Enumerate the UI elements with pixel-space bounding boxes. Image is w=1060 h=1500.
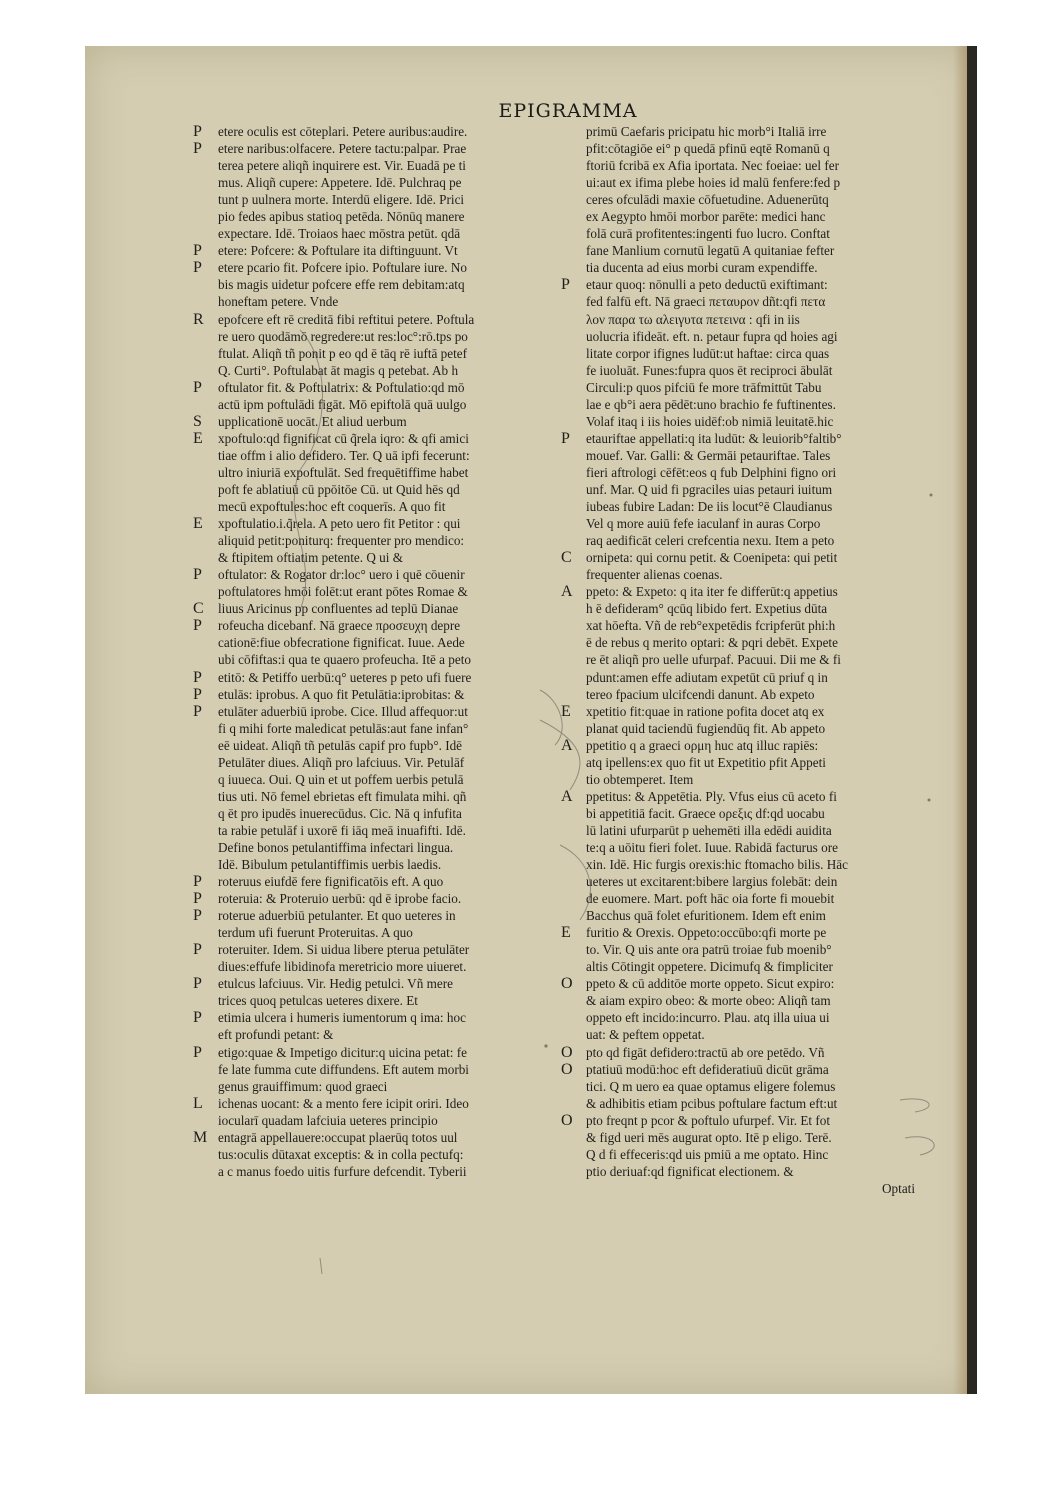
line-text: lū latini ufurparūt p uehemēti illa edēdi auidita <box>586 822 832 838</box>
line-text: etere naribus:olfacere. Petere tactu:palpar. Prae <box>218 141 467 157</box>
line-text: lae e qb°i aera pēdēt:uno brachio fe fuftinentes. <box>586 396 836 412</box>
initial-letter: O <box>561 1043 573 1061</box>
line-text: re uero quodāmō regredere:ut res:loc°:rō.tps po <box>218 328 468 344</box>
text-line <box>193 617 555 634</box>
text-line <box>561 958 919 975</box>
right-column <box>561 123 919 1197</box>
text-line <box>193 259 555 276</box>
line-text: etulcus lafciuus. Vir. Hedig petulci. Vñ mere <box>218 976 453 992</box>
line-text: iocularī quadam lafciuia ueteres principio <box>218 1112 438 1128</box>
text-line <box>561 566 919 583</box>
text-line <box>193 805 555 822</box>
line-text: roteruiter. Idem. Si uidua libere pterua petulāter <box>218 942 470 958</box>
line-text: ubi cōfiftas:i qua te quaero profeucha. Itē a peto <box>218 652 472 668</box>
text-line <box>561 174 919 191</box>
text-line <box>193 651 555 668</box>
text-line <box>193 822 555 839</box>
text-line <box>561 498 919 515</box>
line-text: etaur quoq: nōnulli a peto deductū exiftimant: <box>586 277 828 293</box>
line-text: expectare. Idē. Troiaos haec mōstra petūt. qdā <box>218 226 461 242</box>
text-line <box>193 447 555 464</box>
line-text: ueteres ut excitarent:bibere largius folebāt: dein <box>586 874 838 890</box>
text-line <box>561 1112 919 1129</box>
text-line <box>193 737 555 754</box>
line-text: ultro iniuriā expoftulāt. Sed frequētiffime habet <box>218 464 469 480</box>
text-line <box>561 396 919 413</box>
text-line <box>561 754 919 771</box>
line-text: etere oculis est cōteplari. Petere auribus:audire. <box>218 124 468 139</box>
line-text: etauriftae appellati:q ita ludūt: & leuiorib°faltib° <box>586 430 842 446</box>
text-line <box>193 157 555 174</box>
text-line <box>561 481 919 498</box>
line-text: pto qd figāt defidero:tractū ab ore petēdo. Vñ <box>586 1044 825 1060</box>
text-line <box>561 822 919 839</box>
text-line <box>561 617 919 634</box>
text-line <box>561 345 919 362</box>
text-line <box>193 481 555 498</box>
text-line <box>193 890 555 907</box>
line-text: pfit:cōtagiōe ei° p quedā pfinū eqtē Romanū q <box>586 141 830 157</box>
line-text: liuus Aricinus pp confluentes ad teplū Dianae <box>218 601 459 617</box>
text-line <box>561 856 919 873</box>
line-text: roteruia: & Proteruio uerbū: qd ē iprobe facio. <box>218 891 462 907</box>
line-text: primū Caefaris pricipatu hic morb°i Italiā irre <box>586 124 827 139</box>
running-head: EPIGRAMMA <box>498 100 638 122</box>
line-text: eē uideat. Aliqñ tñ petulās capif pro fupb°. Idē <box>218 737 463 753</box>
initial-letter: R <box>193 310 204 328</box>
initial-letter: C <box>561 549 572 567</box>
text-line <box>561 907 919 924</box>
line-text: bi appetitiā facit. Graece ορεξις df:qd uocabu <box>586 805 825 821</box>
text-line <box>561 583 919 600</box>
line-text: entagrā appellauere:occupat plaerūq totos uul <box>218 1129 458 1145</box>
line-text: & aiam expiro obeo: & morte obeo: Aliqñ tam <box>586 993 831 1009</box>
initial-letter: P <box>193 617 202 635</box>
initial-letter: E <box>561 924 571 942</box>
line-text: pto freqnt p pcor & poftulo ufurpef. Vir. Et fot <box>586 1112 830 1128</box>
initial-letter: A <box>561 787 573 805</box>
text-line <box>561 413 919 430</box>
line-text: atq ipellens:ex quo fit ut Expetitio pfit Appeti <box>586 754 826 770</box>
text-line <box>561 1095 919 1112</box>
line-text: folā curā profitentes:ingenti fuo lucro. Conftat <box>586 226 830 242</box>
text-line <box>193 464 555 481</box>
line-text: ceres ofculādi maxie cōfuetudine. Aduenerūtq <box>586 192 829 208</box>
line-text: Circuli:p quos pifciū fe more trāfmittūt Tabu <box>586 379 822 395</box>
text-line <box>561 1180 919 1197</box>
text-line <box>561 379 919 396</box>
line-text: upplicationē uocāt. Et aliud uerbum <box>218 413 407 429</box>
text-line <box>561 532 919 549</box>
line-text: terdum ufi fuerunt Proteruitas. A quo <box>218 925 413 941</box>
initial-letter: P <box>193 941 202 959</box>
line-text: litate corpor ifignes ludūt:ut haftae: circa quas <box>586 345 830 361</box>
line-text: tius uti. Nō femel ebrietas eft fimulata mihi. qñ <box>218 788 467 804</box>
line-text: xpetitio fit:quae in ratione pofita docet atq ex <box>586 703 825 719</box>
initial-letter: P <box>193 140 202 158</box>
line-text: ftoriū fcribā ex Afia iportata. Nec foeiae: uel fer <box>586 158 839 174</box>
text-line <box>193 1129 555 1146</box>
initial-letter: P <box>193 123 202 140</box>
line-text: ex Aegypto hmōi morbor parēte: medici hanc <box>586 209 826 225</box>
line-text: etulāter aduerbiū iprobe. Cice. Illud affequor:ut <box>218 703 468 719</box>
line-text: q ēt pro ipudēs inuerecūdus. Cic. Nā q infufita <box>218 805 462 821</box>
line-text: etitō: & Petiffo uerbū:q° ueteres p peto ufi fuere <box>218 669 472 685</box>
initial-letter: P <box>193 259 202 277</box>
initial-letter: P <box>561 276 570 294</box>
text-line <box>561 839 919 856</box>
initial-letter: P <box>193 890 202 908</box>
text-line <box>561 941 919 958</box>
line-text: Q d fi effeceris:qd uis pmiū a me optato. Hinc <box>586 1146 829 1162</box>
initial-letter: O <box>561 1111 573 1129</box>
line-text: unf. Mar. Q uid fi pgraciles uias petauri iuitum <box>586 481 833 497</box>
line-text: fieri aftrologi cēfēt:eos q fub Delphini figno ori <box>586 464 837 480</box>
line-text: & adhibitis etiam pcibus poftulare factum eft:ut <box>586 1095 838 1111</box>
text-line <box>193 669 555 686</box>
line-text: xat hōefta. Vñ de reb°expetēdis fcripferūt phi:h <box>586 618 836 634</box>
line-text: oftulator fit. & Poftulatrix: & Poftulatio:qd mō <box>218 379 465 395</box>
line-text: Bacchus quā folet efuritionem. Idem eft enim <box>586 908 826 924</box>
line-text: tici. Q m uero ea quae optamus eligere folemus <box>586 1078 836 1094</box>
text-line <box>193 396 555 413</box>
line-text: uolucria ifideāt. eft. n. petaur fupra qd hoies agi <box>586 328 838 344</box>
text-line <box>193 958 555 975</box>
page-edge <box>967 46 977 1394</box>
line-text: ptatiuū modū:hoc eft defideratiuū dicūt grāma <box>586 1061 829 1077</box>
text-line <box>561 208 919 225</box>
text-line <box>561 873 919 890</box>
line-text: tiae offm i alio defidero. Ter. Q uā ipfi fecerunt: <box>218 447 470 463</box>
line-text: actū ipm poftulādi figāt. Mō epiftolā quā uulgo <box>218 396 467 412</box>
line-text: ornipeta: qui cornu petit. & Coenipeta: qui petit <box>586 550 838 566</box>
line-text: Idē. Bibulum petulantiffimis uerbis laedis. <box>218 857 442 873</box>
line-text: tio obtemperet. Item <box>586 771 694 787</box>
line-text: & ftipitem oftiatim petente. Q ui & <box>218 550 403 566</box>
line-text: Optati <box>882 1180 915 1196</box>
line-text: tus:oculis dūtaxat exceptis: & in colla pectufq: <box>218 1146 464 1162</box>
line-text: ta rabie petulāf i uxorē fi iāq meā inuafifti. Idē. <box>218 822 466 838</box>
text-line <box>561 788 919 805</box>
text-line <box>193 907 555 924</box>
text-line <box>193 754 555 771</box>
line-text: ppetitio q a graeci ορμη huc atq illuc rapiēs: <box>586 737 819 753</box>
text-line <box>193 123 555 140</box>
line-text: de euomere. Mart. poft hāc oia forte fi mouebit <box>586 891 835 907</box>
initial-letter: A <box>561 583 573 601</box>
line-text: re ēt aliqñ pro uelle ufurpaf. Pacuui. Dii me & fi <box>586 652 841 668</box>
text-line <box>193 1095 555 1112</box>
line-text: q iuueca. Oui. Q uin et ut poffem uerbis petulā <box>218 771 464 787</box>
text-line <box>193 345 555 362</box>
line-text: h ē defideram° qcūq libido fert. Expetius dūta <box>586 601 828 617</box>
text-line <box>561 651 919 668</box>
line-text: mus. Aliqñ cupere: Appetere. Idē. Pulchraq pe <box>218 175 462 191</box>
text-line <box>193 549 555 566</box>
text-line <box>561 634 919 651</box>
text-line <box>561 1026 919 1043</box>
line-text: Volaf itaq i iis hoies uidēf:ob nimiā leuitatē.hic <box>586 413 834 429</box>
text-line <box>561 157 919 174</box>
initial-letter: E <box>561 702 571 720</box>
text-line <box>193 311 555 328</box>
line-text: Q. Curti°. Poftulabat āt magis q petebat. Ab h <box>218 362 459 378</box>
initial-letter: P <box>193 702 202 720</box>
text-line <box>561 975 919 992</box>
text-line <box>193 362 555 379</box>
line-text: ppeto & cū additōe morte oppeto. Sicut expiro: <box>586 976 835 992</box>
text-line <box>561 1146 919 1163</box>
line-text: honeftam petere. Vnde <box>218 294 339 310</box>
text-line <box>561 293 919 310</box>
text-line <box>193 1044 555 1061</box>
initial-letter: A <box>561 736 573 754</box>
text-line <box>561 1078 919 1095</box>
text-line <box>193 293 555 310</box>
text-line <box>561 259 919 276</box>
line-text: roterue aduerbiū petulanter. Et quo ueteres in <box>218 908 456 924</box>
text-line <box>193 975 555 992</box>
text-line <box>193 703 555 720</box>
text-line <box>193 600 555 617</box>
line-text: Vel q more auiū fefe iaculanf in auras Corpo <box>586 516 821 532</box>
line-text: fed falfū eft. Nā graeci πεταυρον dñt:qfi πετα <box>586 294 826 310</box>
text-line <box>193 924 555 941</box>
text-line <box>561 362 919 379</box>
text-line <box>193 686 555 703</box>
line-text: etulās: iprobus. A quo fit Petulātia:iprobitas: & <box>218 686 465 702</box>
line-text: xin. Idē. Hic furgis orexis:hic ftomacho bilis. Hāc <box>586 857 848 873</box>
text-line <box>193 720 555 737</box>
initial-letter: P <box>193 1043 202 1061</box>
line-text: fe iuoluāt. Funes:fupra quos ēt reciproci ābulāt <box>586 362 833 378</box>
text-line <box>561 924 919 941</box>
line-text: mecū expoftules:hoc eft coquerīs. A quo fit <box>218 499 446 515</box>
line-text: etere pcario fit. Pofcere ipio. Poftulare iure. No <box>218 260 467 276</box>
initial-letter: P <box>193 907 202 925</box>
line-text: epofcere eft rē creditā fibi reftitui petere. Poftula <box>218 311 475 327</box>
line-text: ptio deriuaf:qd fignificat electionem. & <box>586 1163 794 1179</box>
line-text: ui:aut ex ifima plebe hoies id malū fenfere:fed p <box>586 175 841 191</box>
text-line <box>561 1009 919 1026</box>
initial-letter: P <box>193 873 202 891</box>
text-line <box>561 890 919 907</box>
text-line <box>193 430 555 447</box>
text-line <box>193 1078 555 1095</box>
text-line <box>193 992 555 1009</box>
text-line <box>193 498 555 515</box>
initial-letter: E <box>193 429 203 447</box>
line-text: tia ducenta ad eius morbi curam expendiffe. <box>586 260 818 276</box>
text-line <box>561 1163 919 1180</box>
line-text: tunt p uulnera morte. Interdū eligere. Idē. Prici <box>218 192 465 208</box>
text-line <box>193 856 555 873</box>
text-line <box>193 873 555 890</box>
text-line <box>193 532 555 549</box>
text-line <box>561 737 919 754</box>
text-line <box>561 123 919 140</box>
line-text: te:q a uōitu fieri folet. Iuue. Rabidā facturus ore <box>586 839 838 855</box>
line-text: bis magis uidetur pofcere effe rem debitam:atq <box>218 277 465 293</box>
text-line <box>193 191 555 208</box>
text-line <box>561 515 919 532</box>
text-line <box>561 549 919 566</box>
text-line <box>193 771 555 788</box>
initial-letter: E <box>193 515 203 533</box>
line-text: poftulatores hmōi folēt:ut erant pōtes Romae & <box>218 584 468 600</box>
line-text: pio fedes apibus statioq petēda. Nōnūq manere <box>218 209 465 225</box>
line-text: ichenas uocant: & a mento fere icipit oriri. Ideo <box>218 1095 469 1111</box>
line-text: mouef. Var. Galli: & Germāi petauriftae. Tales <box>586 447 831 463</box>
text-line <box>561 191 919 208</box>
text-line <box>561 600 919 617</box>
text-line <box>561 703 919 720</box>
line-text: Petulāter diues. Aliqñ pro lafciuus. Vir. Petulāf <box>218 754 465 770</box>
text-line <box>193 1026 555 1043</box>
text-line <box>193 1163 555 1180</box>
text-line <box>561 1044 919 1061</box>
initial-letter: P <box>193 566 202 584</box>
line-text: fe late fumma cute diffundens. Eft autem morbi <box>218 1061 469 1077</box>
line-text: λον παρα τω αλειγυτα πετεινα : qfi in iis <box>586 311 800 327</box>
text-line <box>193 839 555 856</box>
initial-letter: C <box>193 600 204 618</box>
text-line <box>193 566 555 583</box>
line-text: poft fe ablatiuū cū ppōitōe Cū. ut Quid hēs qd <box>218 481 460 497</box>
initial-letter: P <box>193 378 202 396</box>
text-line <box>193 208 555 225</box>
text-line <box>561 771 919 788</box>
line-text: ppeto: & Expeto: q ita iter fe differūt:q appetius <box>586 584 838 600</box>
text-line <box>193 515 555 532</box>
line-text: cationē:fiue obfecratione fignificat. Iuue. Aede <box>218 635 465 651</box>
text-line <box>193 379 555 396</box>
text-line <box>561 992 919 1009</box>
text-line <box>193 583 555 600</box>
line-text: fi q mihi forte maledicat petulās:aut fane infan° <box>218 720 469 736</box>
text-line <box>193 225 555 242</box>
text-line <box>561 464 919 481</box>
line-text: etigo:quae & Impetigo dicitur:q uicina petat: fe <box>218 1044 468 1060</box>
line-text: xpoftulo:qd fignificat cū q̃rela iqro: & qfi amici <box>218 430 469 446</box>
text-line <box>561 805 919 822</box>
initial-letter: P <box>193 242 202 260</box>
line-text: etere: Pofcere: & Poftulare ita diftinguunt. Vt <box>218 243 458 259</box>
text-line <box>193 174 555 191</box>
line-text: a c manus foedo uitis furfure defcendit. Tyberii <box>218 1163 467 1179</box>
initial-letter: P <box>193 975 202 993</box>
text-line <box>193 1146 555 1163</box>
initial-letter: S <box>193 412 202 430</box>
text-line <box>561 447 919 464</box>
line-text: ftulat. Aliqñ tñ ponit p eo qd ē tāq rē iuftā petef <box>218 345 468 361</box>
line-text: oppeto eft incido:incurro. Plau. atq illa uiua ui <box>586 1010 830 1026</box>
initial-letter: P <box>193 1009 202 1027</box>
text-line <box>561 225 919 242</box>
line-text: Define bonos petulantiffima infectari lingua. <box>218 839 454 855</box>
initial-letter: L <box>193 1094 203 1112</box>
line-text: & figd ueri mēs augurat opto. Itē p eligo. Terē. <box>586 1129 832 1145</box>
line-text: tereo fpacium ulcifcendi danunt. Ab expeto <box>586 686 815 702</box>
initial-letter: M <box>193 1128 208 1146</box>
line-text: to. Vir. Q uis ante ora patrū troiae fub moenib° <box>586 942 832 958</box>
line-text: ē de rebus q merito optari: & pqri debēt. Expete <box>586 635 838 651</box>
text-line <box>561 720 919 737</box>
text-line <box>561 242 919 259</box>
line-text: iubeas fubire Ladan: De iis locut°ē Claudianus <box>586 499 833 515</box>
initial-letter: O <box>561 975 573 993</box>
text-line <box>193 413 555 430</box>
text-line <box>193 1112 555 1129</box>
line-text: rofeucha dicebanf. Nā graece προσευχη depre <box>218 618 461 634</box>
line-text: terea petere aliqñ inquirere est. Vir. Euadā pe ti <box>218 158 466 174</box>
line-text: fane Manlium cornutū legatū A quitaniae fefter <box>586 243 835 259</box>
line-text: planat quid taciendū fugiendūq fit. Ab appeto <box>586 720 826 736</box>
line-text: raq aedificāt celeri crefcentia nexu. Item a peto <box>586 533 835 549</box>
text-line <box>193 140 555 157</box>
text-line <box>561 276 919 293</box>
line-text: frequenter alienas coenas. <box>586 567 723 583</box>
text-line <box>561 669 919 686</box>
text-line <box>561 140 919 157</box>
line-text: altis Cōtingit oppetere. Dicimufq & fimpliciter <box>586 959 833 975</box>
text-line <box>561 430 919 447</box>
line-text: xpoftulatio.i.q̃rela. A peto uero fit Petitor : qui <box>218 516 461 532</box>
line-text: trices quoq petulcas ueteres dixere. Et <box>218 993 418 1009</box>
text-line <box>193 634 555 651</box>
text-line <box>193 242 555 259</box>
line-text: eft profundi petant: & <box>218 1027 334 1043</box>
line-text: pdunt:amen effe adiutam expetūt cū priuf q in <box>586 669 828 685</box>
text-line <box>193 941 555 958</box>
text-line <box>561 311 919 328</box>
line-text: roteruus eiufdē fere fignificatōis eft. A quo <box>218 874 444 890</box>
initial-letter: P <box>561 429 570 447</box>
page-edge-shadow <box>953 46 967 1394</box>
left-column <box>193 123 555 1180</box>
text-line <box>193 1009 555 1026</box>
text-line <box>561 1129 919 1146</box>
initial-letter: O <box>561 1060 573 1078</box>
line-text: diues:effufe libidinofa meretricio more uiueret. <box>218 959 467 975</box>
line-text: furitio & Orexis. Oppeto:occūbo:qfi morte pe <box>586 925 827 941</box>
initial-letter: P <box>193 685 202 703</box>
line-text: aliquid petit:poniturq: frequenter pro mendico: <box>218 533 465 549</box>
text-line <box>561 686 919 703</box>
line-text: genus grauiffimum: quod graeci <box>218 1078 388 1094</box>
text-line <box>561 328 919 345</box>
text-line <box>193 328 555 345</box>
text-line <box>561 1061 919 1078</box>
line-text: uat: & peftem oppetat. <box>586 1027 705 1043</box>
text-line <box>193 1061 555 1078</box>
line-text: ppetitus: & Appetētia. Ply. Vfus eius cū aceto fi <box>586 788 837 804</box>
text-line <box>193 276 555 293</box>
initial-letter: P <box>193 668 202 686</box>
line-text: oftulator: & Rogator dr:loc° uero i quē cōuenir <box>218 567 465 583</box>
line-text: etimia ulcera i humeris iumentorum q ima: hoc <box>218 1010 466 1026</box>
text-line <box>193 788 555 805</box>
